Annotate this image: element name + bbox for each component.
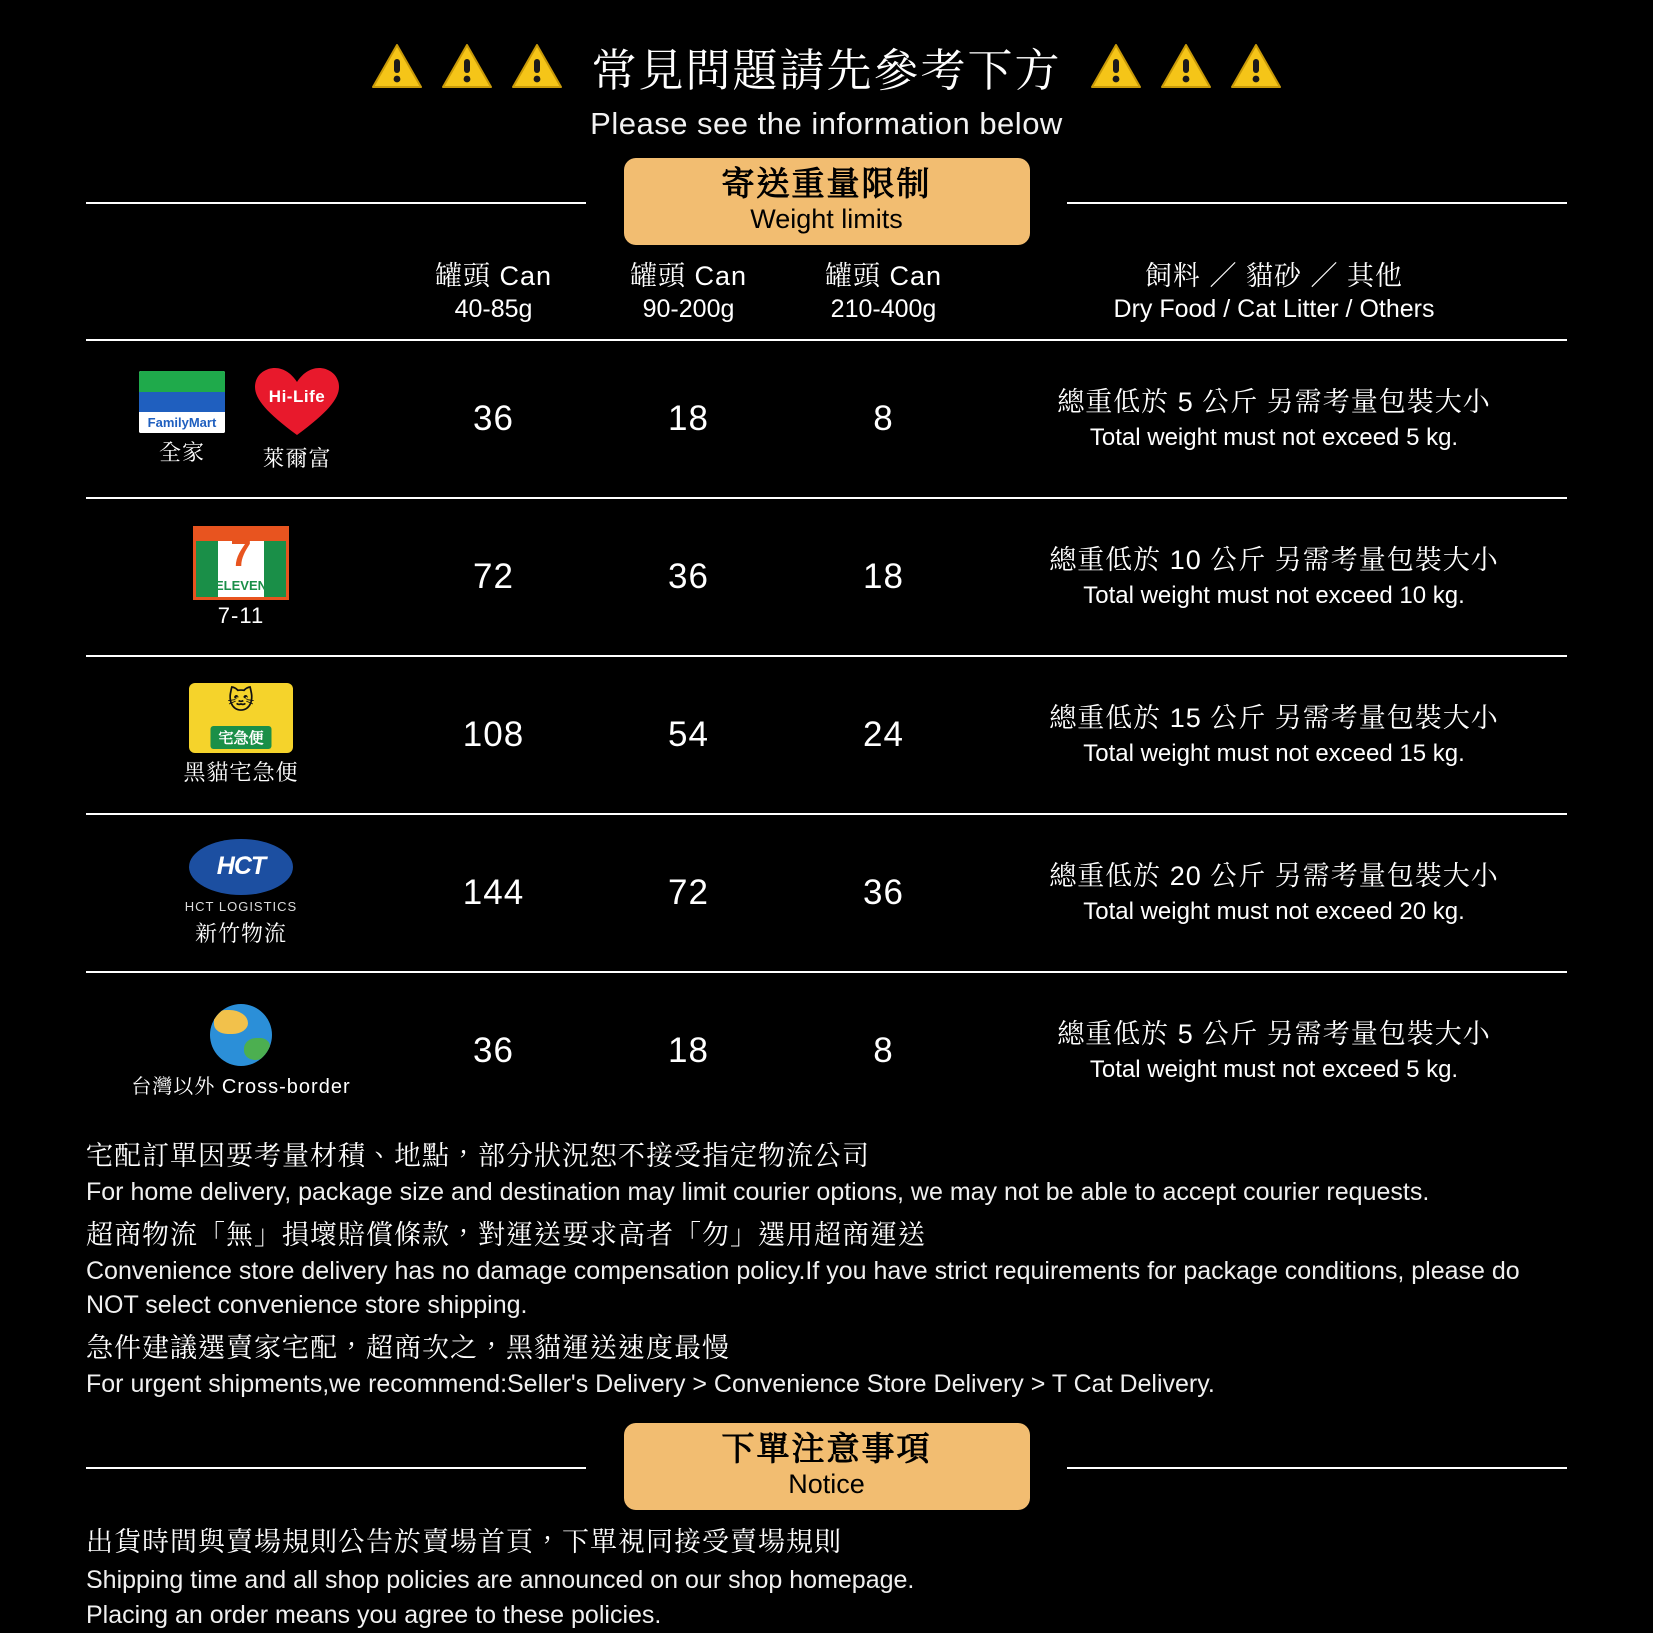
weight-banner-en: Weight limits xyxy=(750,203,903,234)
cell-can-40-85: 72 xyxy=(473,557,514,596)
note-zh: 總重低於 20 公斤 另需考量包裝大小 xyxy=(1049,860,1499,891)
column-header-en: 40-85g xyxy=(454,294,533,323)
notice-divider-left xyxy=(86,1467,586,1469)
note-2-zh: 超商物流「無」損壞賠償條款，對運送要求高者「勿」選用超商運送 xyxy=(86,1219,926,1250)
cell-can-40-85: 108 xyxy=(462,715,525,754)
carrier-label: 台灣以外 Cross-border xyxy=(131,1075,351,1098)
notice-text-block xyxy=(86,1523,1567,1632)
note-en: Total weight must not exceed 20 kg. xyxy=(1083,897,1465,925)
cell-can-40-85: 144 xyxy=(462,873,525,912)
note-en: Total weight must not exceed 5 kg. xyxy=(1089,423,1459,451)
note-1-en: For home delivery, package size and destination may limit courier options, we may not be able to accept courier requests. xyxy=(86,1178,1430,1207)
column-header-zh: 罐頭 Can xyxy=(824,261,943,291)
cell-note xyxy=(981,972,1567,1129)
hct-logo: HCT xyxy=(189,839,293,895)
hilife-logo: Hi-Life xyxy=(251,365,343,439)
familymart-logo: FamilyMart xyxy=(139,371,225,433)
header-title-zh: 常見問題請先參考下方 xyxy=(591,44,1062,96)
cell-can-210-400: 24 xyxy=(863,715,904,754)
notice-banner-row xyxy=(86,1423,1567,1509)
note-3-en: For urgent shipments,we recommend:Seller's Delivery > Convenience Store Delivery > T Cat Delivery. xyxy=(86,1369,1215,1398)
column-header-carrier xyxy=(86,254,396,340)
note-zh: 總重低於 5 公斤 另需考量包裝大小 xyxy=(1057,386,1491,417)
note-3-zh: 急件建議選賣家宅配，超商次之，黑貓運送速度最慢 xyxy=(86,1332,730,1363)
weight-banner-row xyxy=(86,158,1567,244)
delivery-notes xyxy=(86,1137,1567,1401)
note-1-zh: 宅配訂單因要考量材積、地點，部分狀況恕不接受指定物流公司 xyxy=(86,1141,870,1171)
cell-can-90-200: 54 xyxy=(668,715,709,754)
note-2-en: Convenience store delivery has no damage compensation policy.If you have strict requirements for package conditions, please do NOT select convenience store shipping. xyxy=(86,1257,1520,1319)
warning-triangle-icon xyxy=(441,42,493,90)
note-en: Total weight must not exceed 5 kg. xyxy=(1089,1055,1459,1083)
weight-banner-zh: 寄送重量限制 xyxy=(721,165,932,202)
banner-divider-left xyxy=(86,202,586,204)
cell-note xyxy=(981,814,1567,972)
table-row xyxy=(86,656,1567,814)
banner-divider-right xyxy=(1067,202,1567,204)
warning-triangle-icon xyxy=(1230,42,1282,90)
notice-banner xyxy=(624,1423,1030,1510)
column-header-zh: 飼料 ／ 貓砂 ／ 其他 xyxy=(1144,261,1403,291)
note-zh: 總重低於 15 公斤 另需考量包裝大小 xyxy=(1049,702,1499,733)
note-zh: 總重低於 10 公斤 另需考量包裝大小 xyxy=(1049,544,1499,575)
warning-triangle-icon xyxy=(1090,42,1142,90)
notice-line-en-2: Placing an order means you agree to these policies. xyxy=(86,1600,662,1629)
notice-line-zh: 出貨時間與賣場規則公告於賣場首頁，下單視同接受賣場規則 xyxy=(86,1527,842,1558)
cell-can-90-200: 36 xyxy=(668,557,709,596)
table-row xyxy=(86,340,1567,498)
notice-banner-zh: 下單注意事項 xyxy=(721,1430,932,1468)
cell-can-210-400: 18 xyxy=(863,557,904,596)
carrier-cell-t-cat xyxy=(86,656,396,814)
note-zh: 總重低於 5 公斤 另需考量包裝大小 xyxy=(1057,1018,1491,1049)
carrier-label: 7-11 xyxy=(217,602,265,628)
cell-can-210-400: 8 xyxy=(873,399,894,438)
column-header-en: Dry Food / Cat Litter / Others xyxy=(1113,294,1435,323)
carrier-cell-convenience xyxy=(86,340,396,498)
cell-can-40-85: 36 xyxy=(473,399,514,438)
column-header-zh: 罐頭 Can xyxy=(629,261,748,291)
column-header-en: 210-400g xyxy=(830,294,937,323)
seven-eleven-logo: 7 ELEVEN xyxy=(193,526,289,600)
cell-note xyxy=(981,340,1567,498)
carrier-cell-seven-eleven xyxy=(86,498,396,656)
notice-divider-right xyxy=(1067,1467,1567,1469)
column-header-others xyxy=(981,254,1567,340)
column-header-zh: 罐頭 Can xyxy=(434,261,553,291)
table-header-row xyxy=(86,254,1567,340)
header-warning-row xyxy=(86,0,1567,104)
cell-can-210-400: 36 xyxy=(863,873,904,912)
column-header-can-90-200 xyxy=(591,254,786,340)
carrier-cell-cross-border xyxy=(86,972,396,1129)
note-en: Total weight must not exceed 10 kg. xyxy=(1083,581,1465,609)
carrier-label: 萊爾富 xyxy=(262,446,332,471)
weight-limits-banner xyxy=(624,158,1030,245)
warning-triangle-icon xyxy=(371,42,423,90)
cell-can-90-200: 18 xyxy=(668,1031,709,1070)
warning-triangle-icon xyxy=(511,42,563,90)
cell-can-210-400: 8 xyxy=(873,1031,894,1070)
carrier-label: HCT LOGISTICS xyxy=(184,898,298,914)
globe-icon xyxy=(210,1004,272,1066)
notice-line-en-1: Shipping time and all shop policies are announced on our shop homepage. xyxy=(86,1565,915,1594)
table-row xyxy=(86,972,1567,1129)
column-header-can-40-85 xyxy=(396,254,591,340)
cell-note xyxy=(981,656,1567,814)
header-title-en: Please see the information below xyxy=(590,106,1063,141)
carrier-label: 新竹物流 xyxy=(194,920,287,946)
table-row xyxy=(86,498,1567,656)
column-header-can-210-400 xyxy=(786,254,981,340)
cell-can-90-200: 18 xyxy=(668,399,709,438)
table-row xyxy=(86,814,1567,972)
cell-can-90-200: 72 xyxy=(668,873,709,912)
cell-can-40-85: 36 xyxy=(473,1031,514,1070)
notice-banner-en: Notice xyxy=(788,1469,865,1500)
column-header-en: 90-200g xyxy=(642,294,735,323)
carrier-label: 黑貓宅急便 xyxy=(183,760,299,785)
carrier-label: 全家 xyxy=(158,440,205,465)
cell-note xyxy=(981,498,1567,656)
t-cat-logo: 🐱 宅急便 xyxy=(189,683,293,753)
warning-triangle-icon xyxy=(1160,42,1212,90)
weight-limits-table xyxy=(86,254,1567,1129)
note-en: Total weight must not exceed 15 kg. xyxy=(1083,739,1465,767)
carrier-cell-hct xyxy=(86,814,396,972)
